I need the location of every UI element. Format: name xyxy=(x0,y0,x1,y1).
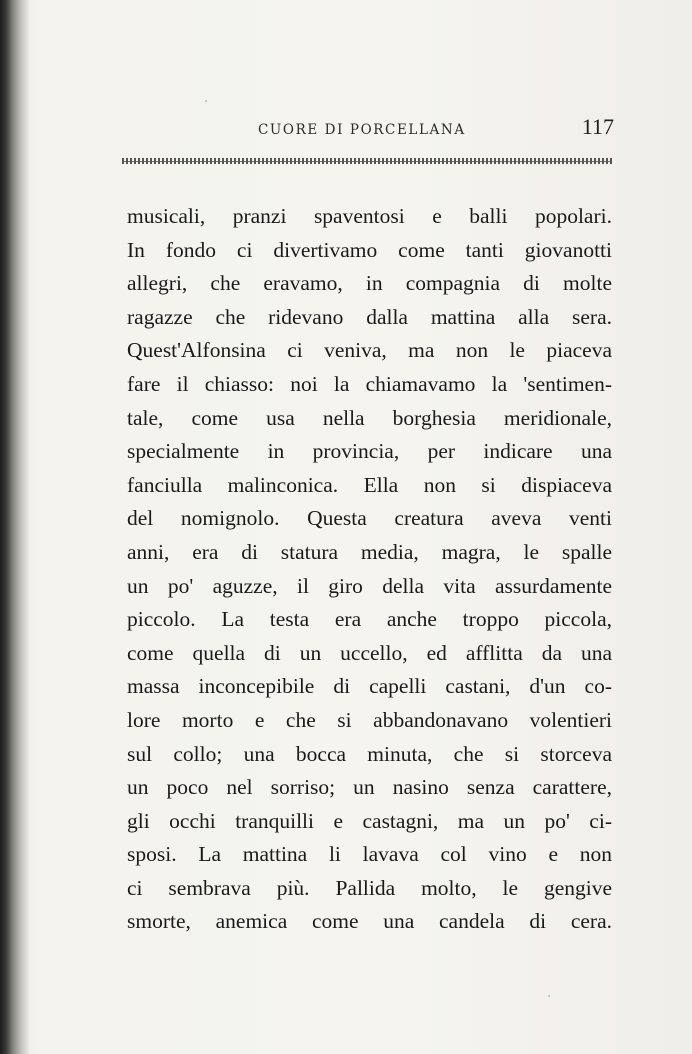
paper-speck xyxy=(205,100,207,102)
text-line: musicali, pranzi spaventosi e balli popolari. xyxy=(127,204,612,228)
text-line: ragazze che ridevano dalla mattina alla sera. xyxy=(127,304,612,329)
text-line: sposi. La mattina li lavava col vino e non xyxy=(127,842,612,867)
text-line: piccolo. La testa era anche troppo piccola, xyxy=(127,607,612,632)
text-line: In fondo ci divertivamo come tanti giovanotti xyxy=(127,237,612,262)
text-line: un poco nel sorriso; un nasino senza carattere, xyxy=(127,775,612,800)
text-line: gli occhi tranquilli e castagni, ma un po' ci- xyxy=(127,808,612,833)
text-line: allegri, che eravamo, in compagnia di molte xyxy=(127,271,612,296)
text-line: Quest'Alfonsina ci veniva, ma non le piaceva xyxy=(127,338,612,363)
text-line: fanciulla malinconica. Ella non si dispiaceva xyxy=(127,472,612,497)
text-line: del nomignolo. Questa creatura aveva venti xyxy=(127,506,612,531)
text-line: specialmente in provincia, per indicare una xyxy=(127,439,612,464)
text-line: lore morto e che si abbandonavano volentieri xyxy=(127,707,612,732)
page-spine-shadow xyxy=(0,0,30,1054)
text-line: anni, era di statura media, magra, le spalle xyxy=(127,539,612,564)
text-line: sul collo; una bocca minuta, che si storceva xyxy=(127,741,612,766)
text-line: un po' aguzze, il giro della vita assurdamente xyxy=(127,573,612,598)
ornamental-rule xyxy=(122,158,612,164)
body-text xyxy=(127,200,612,939)
running-title: CUORE DI PORCELLANA xyxy=(258,122,466,138)
text-line: smorte, anemica come una candela di cera. xyxy=(127,909,612,934)
text-line: massa inconcepibile di capelli castani, d'un co- xyxy=(127,674,612,699)
text-line: come quella di un uccello, ed afflitta da una xyxy=(127,640,612,665)
text-line: ci sembrava più. Pallida molto, le gengive xyxy=(127,875,612,900)
text-line: fare il chiasso: noi la chiamavamo la 'sentimen- xyxy=(127,371,612,396)
page-number: 117 xyxy=(581,114,614,139)
text-line: tale, come usa nella borghesia meridionale, xyxy=(127,405,612,430)
page-header xyxy=(258,114,614,144)
paper-speck xyxy=(548,995,550,997)
